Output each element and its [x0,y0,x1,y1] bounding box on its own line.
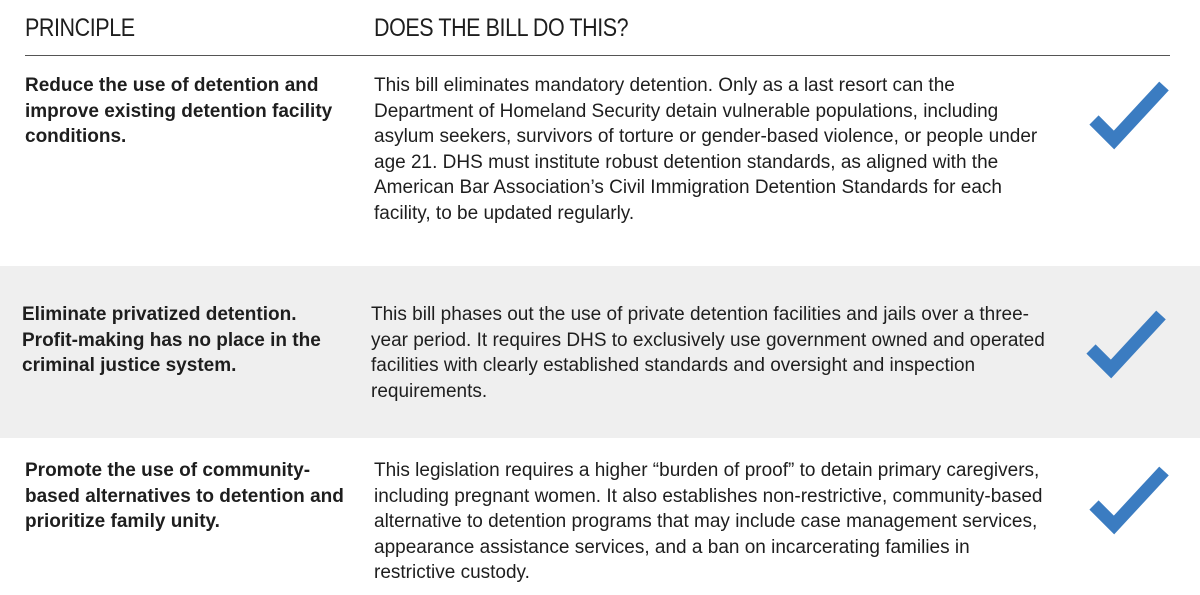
bill-description: This bill phases out the use of private detention facilities and jails over a three-year period. It requires DHS to exclusively use government owned and operated facilities with clearly established standards and oversight and inspection requirements. [371,304,1045,402]
bill-description: This legislation requires a higher “burden of proof” to detain primary caregivers, including pregnant women. It also establishes non-restrictive, community-based alternative to detention programs that may include case management services, appearance assistance services, and a ban on incarcerating families in restrictive custody. [374,460,1043,583]
checkmark-icon [1088,78,1170,150]
bill-column-header: DOES THE BILL DO THIS? [374,14,629,42]
bill-description: This bill eliminates mandatory detention. Only as a last resort can the Department of Homeland Security detain vulnerable populations, including asylum seekers, survivors of torture or gender-based violence, or people under age 21. DHS must institute robust detention standards, as aligned with the American Bar Association’s Civil Immigration Detention Standards for each facility, to be updated regularly. [374,75,1038,224]
table-row [0,266,1200,438]
checkmark-icon [1088,463,1170,535]
principle-text: Eliminate privatized detention. Profit-making has no place in the criminal justice system. [22,304,321,376]
table-row [0,56,1200,266]
principle-text: Promote the use of community-based alternatives to detention and prioritize family unity. [25,460,344,532]
table-row [0,438,1200,595]
principle-column-header: PRINCIPLE [25,14,135,42]
table-header [0,0,1200,56]
principle-text: Reduce the use of detention and improve existing detention facility conditions. [25,75,333,147]
checkmark-icon [1085,307,1167,379]
